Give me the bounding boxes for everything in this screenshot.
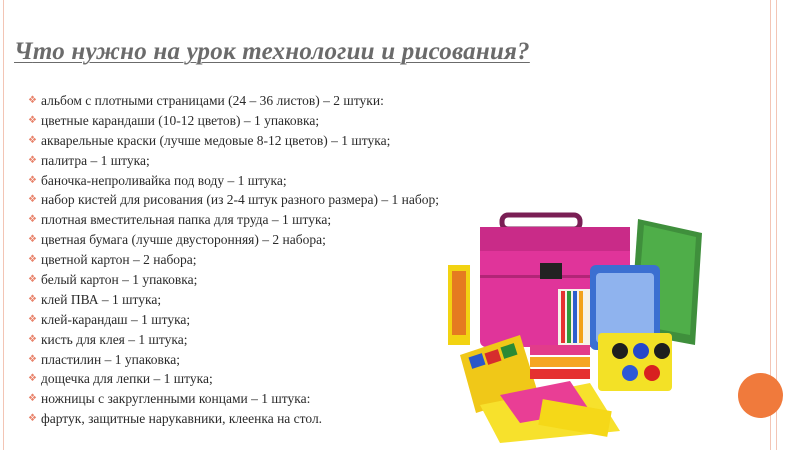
title-rest: то нужно на урок технологии и рисования?	[32, 38, 530, 65]
list-item-text: белый картон – 1 упаковка;	[41, 272, 198, 288]
bullet-icon: ❖	[28, 174, 37, 186]
list-item-text: кисть для клея – 1 штука;	[41, 331, 188, 347]
bullet-icon: ❖	[28, 234, 37, 246]
slide-title	[14, 38, 530, 66]
list-item	[28, 190, 439, 210]
list-item-text: палитра – 1 штука;	[41, 152, 150, 168]
bullet-icon: ❖	[28, 194, 37, 206]
supplies-list	[28, 91, 439, 429]
list-item	[28, 151, 439, 171]
list-item	[28, 91, 439, 111]
list-item	[28, 210, 439, 230]
bullet-icon: ❖	[28, 134, 37, 146]
list-item-text: цветные карандаши (10-12 цветов) – 1 упаковка;	[41, 112, 320, 128]
list-item-text: цветной картон – 2 набора;	[41, 252, 197, 268]
list-item-text: альбом с плотными страницами (24 – 36 листов) – 2 штуки:	[41, 93, 384, 108]
list-item-text: плотная вместительная папка для труда – 1 штука;	[41, 212, 332, 228]
frame-line-left	[3, 0, 4, 450]
list-item-text: баночка-непроливайка под воду – 1 штука;	[41, 172, 287, 188]
list-item	[28, 330, 439, 350]
list-item-text: ножницы с закругленными концами – 1 штука:	[41, 391, 311, 407]
list-item-text: фартук, защитные нарукавники, клеенка на стол.	[41, 411, 323, 427]
bullet-icon: ❖	[28, 293, 37, 305]
bullet-icon: ❖	[28, 214, 37, 226]
list-item	[28, 111, 439, 131]
list-item	[28, 270, 439, 290]
bullet-icon: ❖	[28, 274, 37, 286]
bullet-icon: ❖	[28, 154, 37, 166]
list-item	[28, 350, 439, 370]
school-supplies-image	[440, 205, 710, 445]
list-item	[28, 389, 439, 409]
list-item-text: пластилин – 1 упаковка;	[41, 351, 180, 367]
bullet-icon: ❖	[28, 393, 37, 405]
bullet-icon: ❖	[28, 353, 37, 365]
bullet-icon: ❖	[28, 333, 37, 345]
bullet-icon: ❖	[28, 95, 37, 106]
decorative-orange-circle	[738, 373, 783, 418]
list-item-text: цветная бумага (лучше двусторонняя) – 2 набора;	[41, 232, 326, 248]
list-item	[28, 369, 439, 389]
list-item	[28, 290, 439, 310]
list-item-text: клей-карандаш – 1 штука;	[41, 311, 191, 327]
list-item	[28, 409, 439, 429]
list-item-text: клей ПВА – 1 штука;	[41, 291, 162, 307]
list-item	[28, 310, 439, 330]
bullet-icon: ❖	[28, 373, 37, 385]
title-first-letter: Ч	[14, 38, 33, 65]
list-item	[28, 250, 439, 270]
list-item	[28, 171, 439, 191]
list-item-text: набор кистей для рисования (из 2-4 штук разного размера) – 1 набор;	[41, 192, 439, 208]
list-item	[28, 131, 439, 151]
bullet-icon: ❖	[28, 114, 37, 126]
bullet-icon: ❖	[28, 254, 37, 266]
bullet-icon: ❖	[28, 313, 37, 325]
bullet-icon: ❖	[28, 413, 37, 425]
list-item-text: акварельные краски (лучше медовые 8-12 цветов) – 1 штука;	[41, 132, 391, 148]
list-item-text: дощечка для лепки – 1 штука;	[41, 371, 213, 387]
list-item	[28, 230, 439, 250]
